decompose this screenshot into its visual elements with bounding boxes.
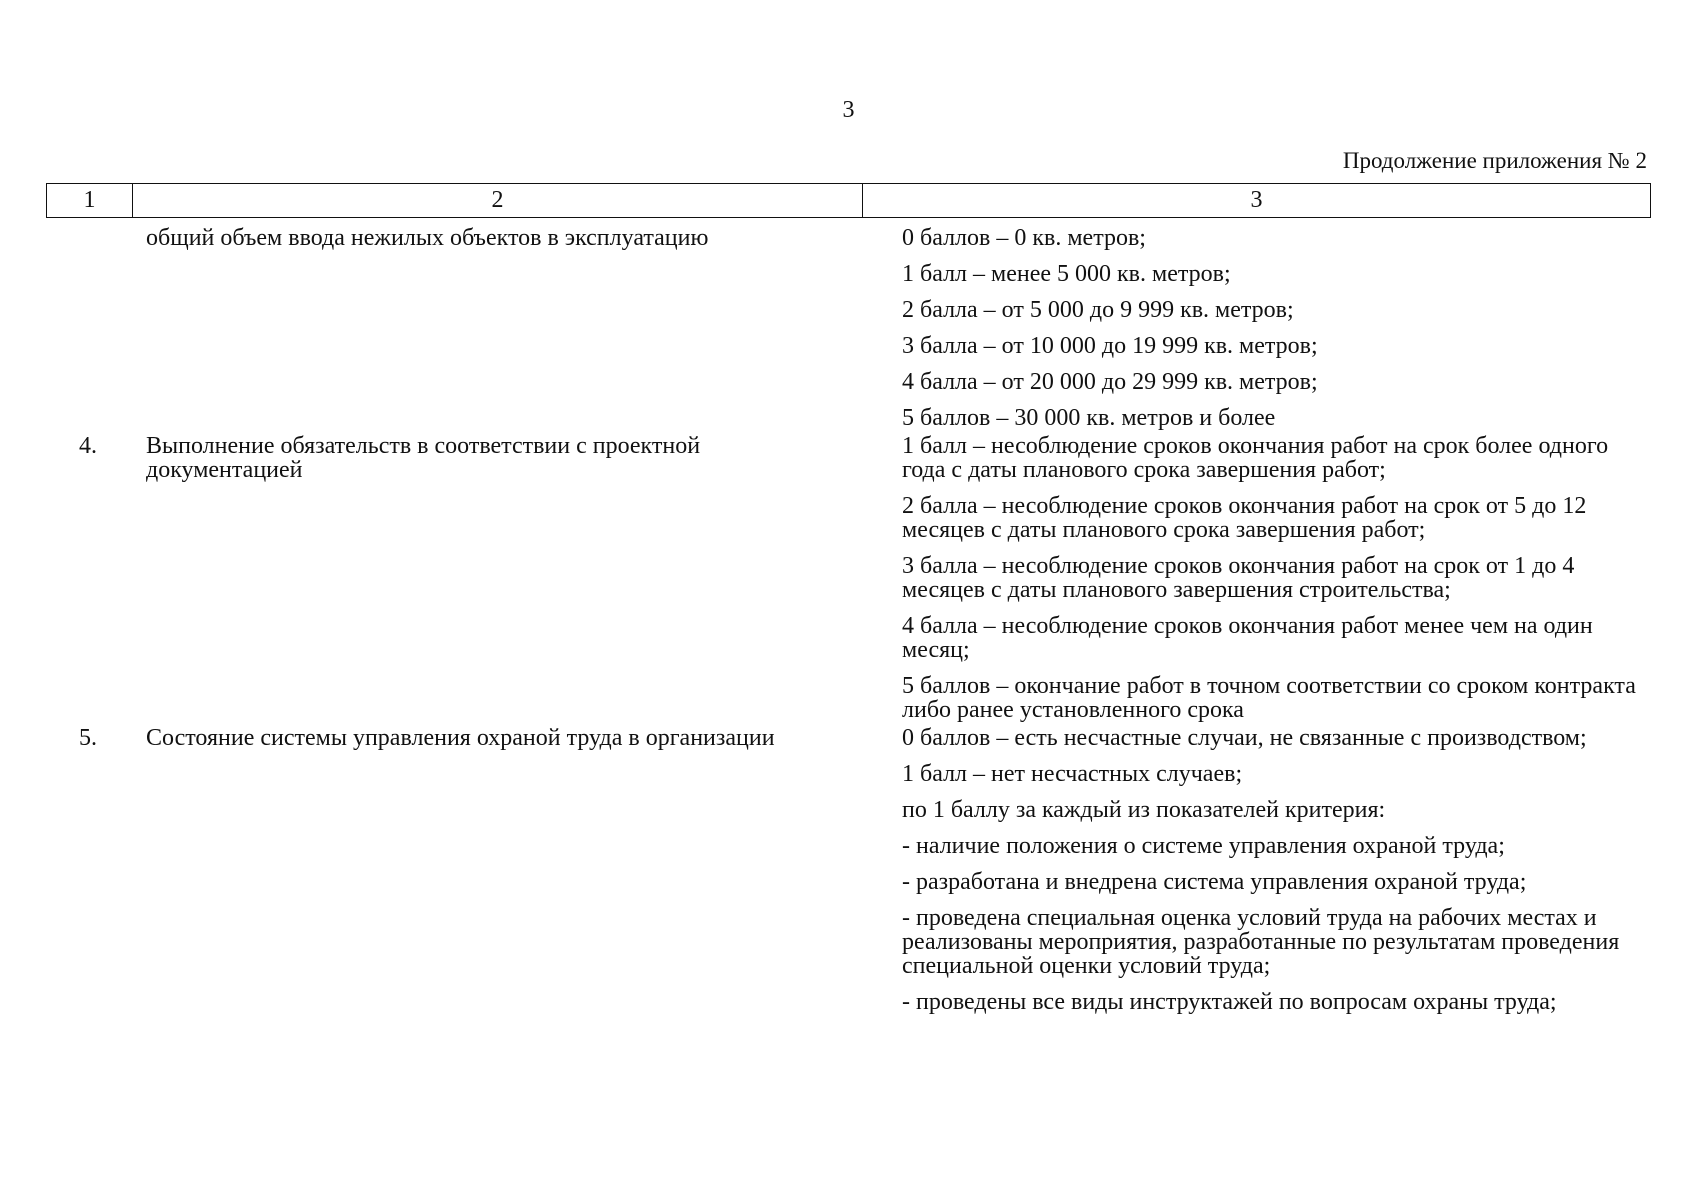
- score-item: 1 балл – несоблюдение сроков окончания работ на срок более одного года с даты планового срока завершения работ;: [902, 433, 1609, 483]
- score-item: - проведена специальная оценка условий труда на рабочих местах и реализованы мероприятия, разработанные по результатам проведения специальной оценки условий труда;: [902, 905, 1620, 979]
- score-item: 4 балла – от 20 000 до 29 999 кв. метров;: [902, 369, 1318, 395]
- table-row: [46, 726, 1651, 1026]
- score-item: 2 балла – от 5 000 до 9 999 кв. метров;: [902, 297, 1294, 323]
- header-cell-3: 3: [1250, 187, 1263, 213]
- score-item: - разработана и внедрена система управления охраной труда;: [902, 869, 1527, 895]
- score-item: 4 балла – несоблюдение сроков окончания работ менее чем на один месяц;: [902, 613, 1593, 663]
- row-number: 5.: [79, 725, 97, 751]
- score-item: 2 балла – несоблюдение сроков окончания работ на срок от 5 до 12 месяцев с даты планового срока завершения работ;: [902, 493, 1587, 543]
- score-item: - наличие положения о системе управления охраной труда;: [902, 833, 1505, 859]
- score-item: 1 балл – нет несчастных случаев;: [902, 761, 1243, 787]
- criterion-scores: [876, 434, 1651, 726]
- score-item: 3 балла – несоблюдение сроков окончания работ на срок от 1 до 4 месяцев с даты планового завершения строительства;: [902, 553, 1575, 603]
- page-number: 3: [842, 97, 855, 123]
- score-item: - проведены все виды инструктажей по вопросам охраны труда;: [902, 989, 1557, 1015]
- score-item: 1 балл – менее 5 000 кв. метров;: [902, 261, 1231, 287]
- criterion-name: Выполнение обязательств в соответствии с проектной документацией: [146, 433, 701, 483]
- header-cell-1: 1: [47, 184, 133, 217]
- table-row: [46, 226, 1651, 434]
- score-item: 3 балла – от 10 000 до 19 999 кв. метров;: [902, 333, 1318, 359]
- score-item: 5 баллов – 30 000 кв. метров и более: [902, 405, 1276, 431]
- score-item: 0 баллов – есть несчастные случаи, не связанные с производством;: [902, 725, 1587, 751]
- score-item: 5 баллов – окончание работ в точном соответствии со сроком контракта либо ранее установленного срока: [902, 673, 1636, 723]
- criterion-name: общий объем ввода нежилых объектов в эксплуатацию: [146, 225, 709, 251]
- criterion-scores: [876, 726, 1651, 1026]
- criterion-scores: [876, 226, 1651, 434]
- table-row: [46, 434, 1651, 726]
- header-cell-2: 2: [133, 184, 863, 217]
- row-number: 4.: [79, 433, 97, 459]
- continuation-label: Продолжение приложения № 2: [1342, 148, 1647, 173]
- table-header-row: [46, 183, 1651, 218]
- criterion-name: Состояние системы управления охраной труда в организации: [146, 725, 775, 751]
- score-item: по 1 баллу за каждый из показателей критерия:: [902, 797, 1386, 823]
- score-item: 0 баллов – 0 кв. метров;: [902, 225, 1146, 251]
- criteria-table-body: [46, 226, 1651, 1026]
